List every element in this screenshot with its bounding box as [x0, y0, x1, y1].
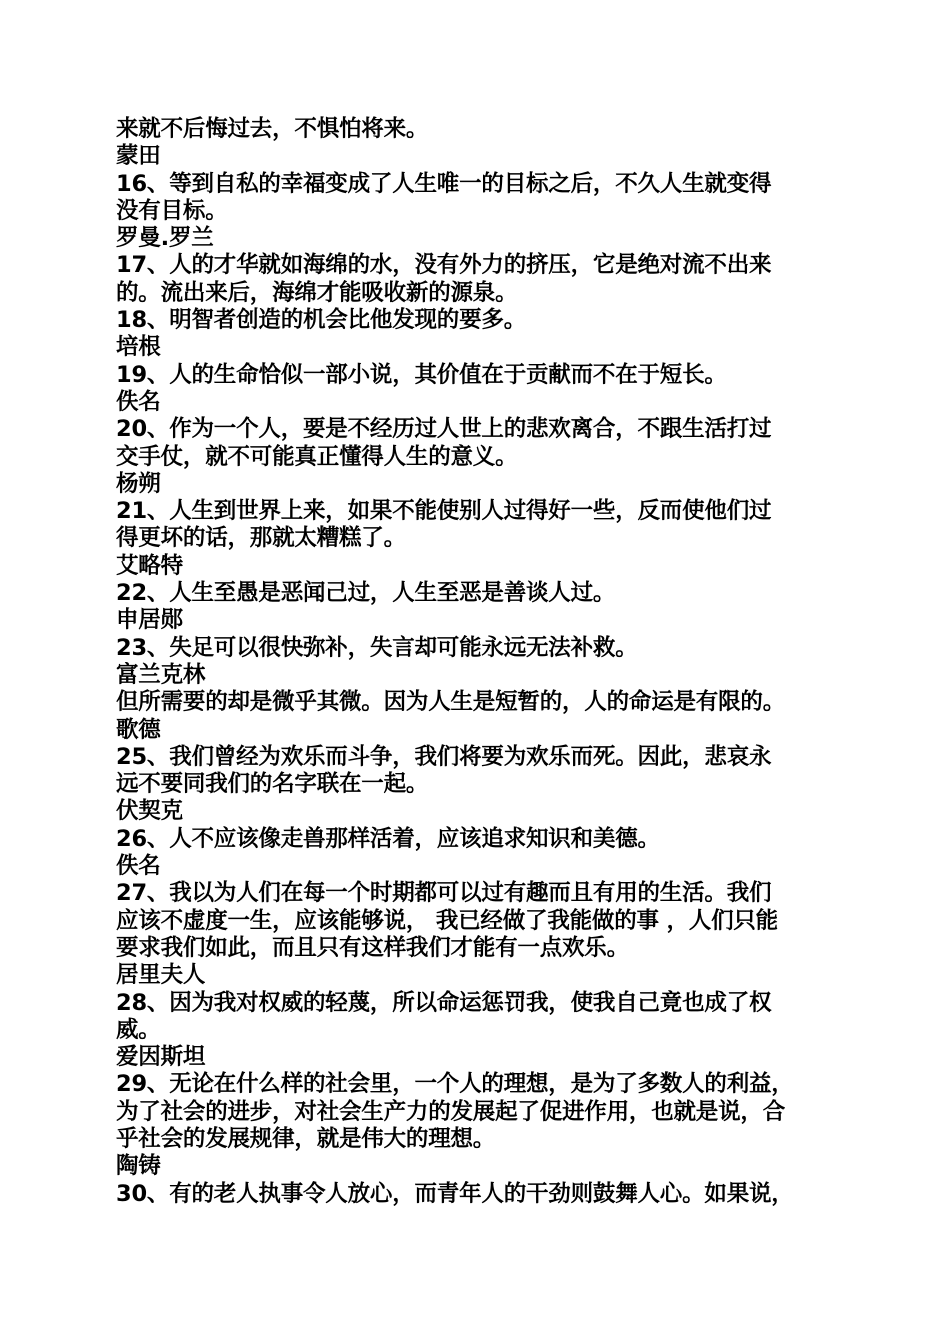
quote-line: 乎社会的发展规律，就是伟大的理想。 [116, 1125, 496, 1152]
quote-line: 17、人的才华就如海绵的水，没有外力的挤压，它是绝对流不出来 [116, 252, 772, 279]
author-line: 居里夫人 [116, 962, 206, 989]
text-line: 来就不后悔过去，不惧怕将来。 [116, 116, 429, 142]
quote-line: 得更坏的话，那就太糟糕了。 [116, 525, 406, 552]
author-line: 罗曼.罗兰 [116, 225, 214, 252]
quote-line: 18、明智者创造的机会比他发现的要多。 [116, 307, 527, 334]
author-line: 蒙田 [116, 143, 161, 170]
quote-line: 交手仗，就不可能真正懂得人生的意义。 [116, 443, 518, 470]
quote-line: 的。流出来后，海绵才能吸收新的源泉。 [116, 279, 518, 306]
quote-line: 28、因为我对权威的轻蔑，所以命运惩罚我，使我自己竟也成了权 [116, 989, 772, 1016]
author-line: 培根 [116, 334, 161, 361]
quote-line: 但所需要的却是微乎其微。因为人生是短暂的，人的命运是有限的。 [116, 689, 786, 716]
author-line: 富兰克林 [116, 661, 206, 688]
author-line: 佚名 [116, 853, 161, 880]
author-line: 杨朔 [116, 470, 161, 497]
quote-line: 22、人生至愚是恶闻己过，人生至恶是善谈人过。 [116, 580, 616, 607]
quote-line: 20、作为一个人，要是不经历过人世上的悲欢离合，不跟生活打过 [116, 416, 772, 443]
quote-line: 要求我们如此，而且只有这样我们才能有一点欢乐。 [116, 934, 629, 961]
quote-line: 26、人不应该像走兽那样活着，应该追求知识和美德。 [116, 825, 660, 852]
author-line: 歌德 [116, 716, 161, 743]
quote-line: 19、人的生命恰似一部小说，其价值在于贡献而不在于短长。 [116, 361, 727, 388]
quote-line: 威。 [116, 1016, 161, 1043]
quote-line: 16、等到自私的幸福变成了人生唯一的目标之后，不久人生就变得 [116, 170, 772, 197]
quote-line: 29、无论在什么样的社会里，一个人的理想，是为了多数人的利益， [116, 1071, 794, 1098]
quote-line: 25、我们曾经为欢乐而斗争，我们将要为欢乐而死。因此，悲哀永 [116, 743, 772, 770]
quote-line: 30、有的老人执事令人放心，而青年人的干劲则鼓舞人心。如果说， [116, 1180, 794, 1207]
author-line: 佚名 [116, 388, 161, 415]
author-line: 申居郧 [116, 607, 183, 634]
quote-line: 应该不虚度一生，应该能够说， 我已经做了我能做的事 ，人们只能 [116, 907, 778, 934]
quote-line: 没有目标。 [116, 197, 228, 224]
author-line: 爱因斯坦 [116, 1044, 206, 1071]
author-line: 陶铸 [116, 1153, 161, 1180]
author-line: 伏契克 [116, 798, 183, 825]
document-page [116, 116, 836, 1208]
quote-line: 23、失足可以很快弥补，失言却可能永远无法补救。 [116, 634, 638, 661]
author-line: 艾略特 [116, 552, 183, 579]
quote-line: 为了社会的进步，对社会生产力的发展起了促进作用，也就是说，合 [116, 1098, 786, 1125]
quote-line: 21、人生到世界上来，如果不能使别人过得好一些，反而使他们过 [116, 498, 772, 525]
quote-line: 远不要同我们的名字联在一起。 [116, 771, 429, 798]
quote-line: 27、我以为人们在每一个时期都可以过有趣而且有用的生活。我们 [116, 880, 772, 907]
